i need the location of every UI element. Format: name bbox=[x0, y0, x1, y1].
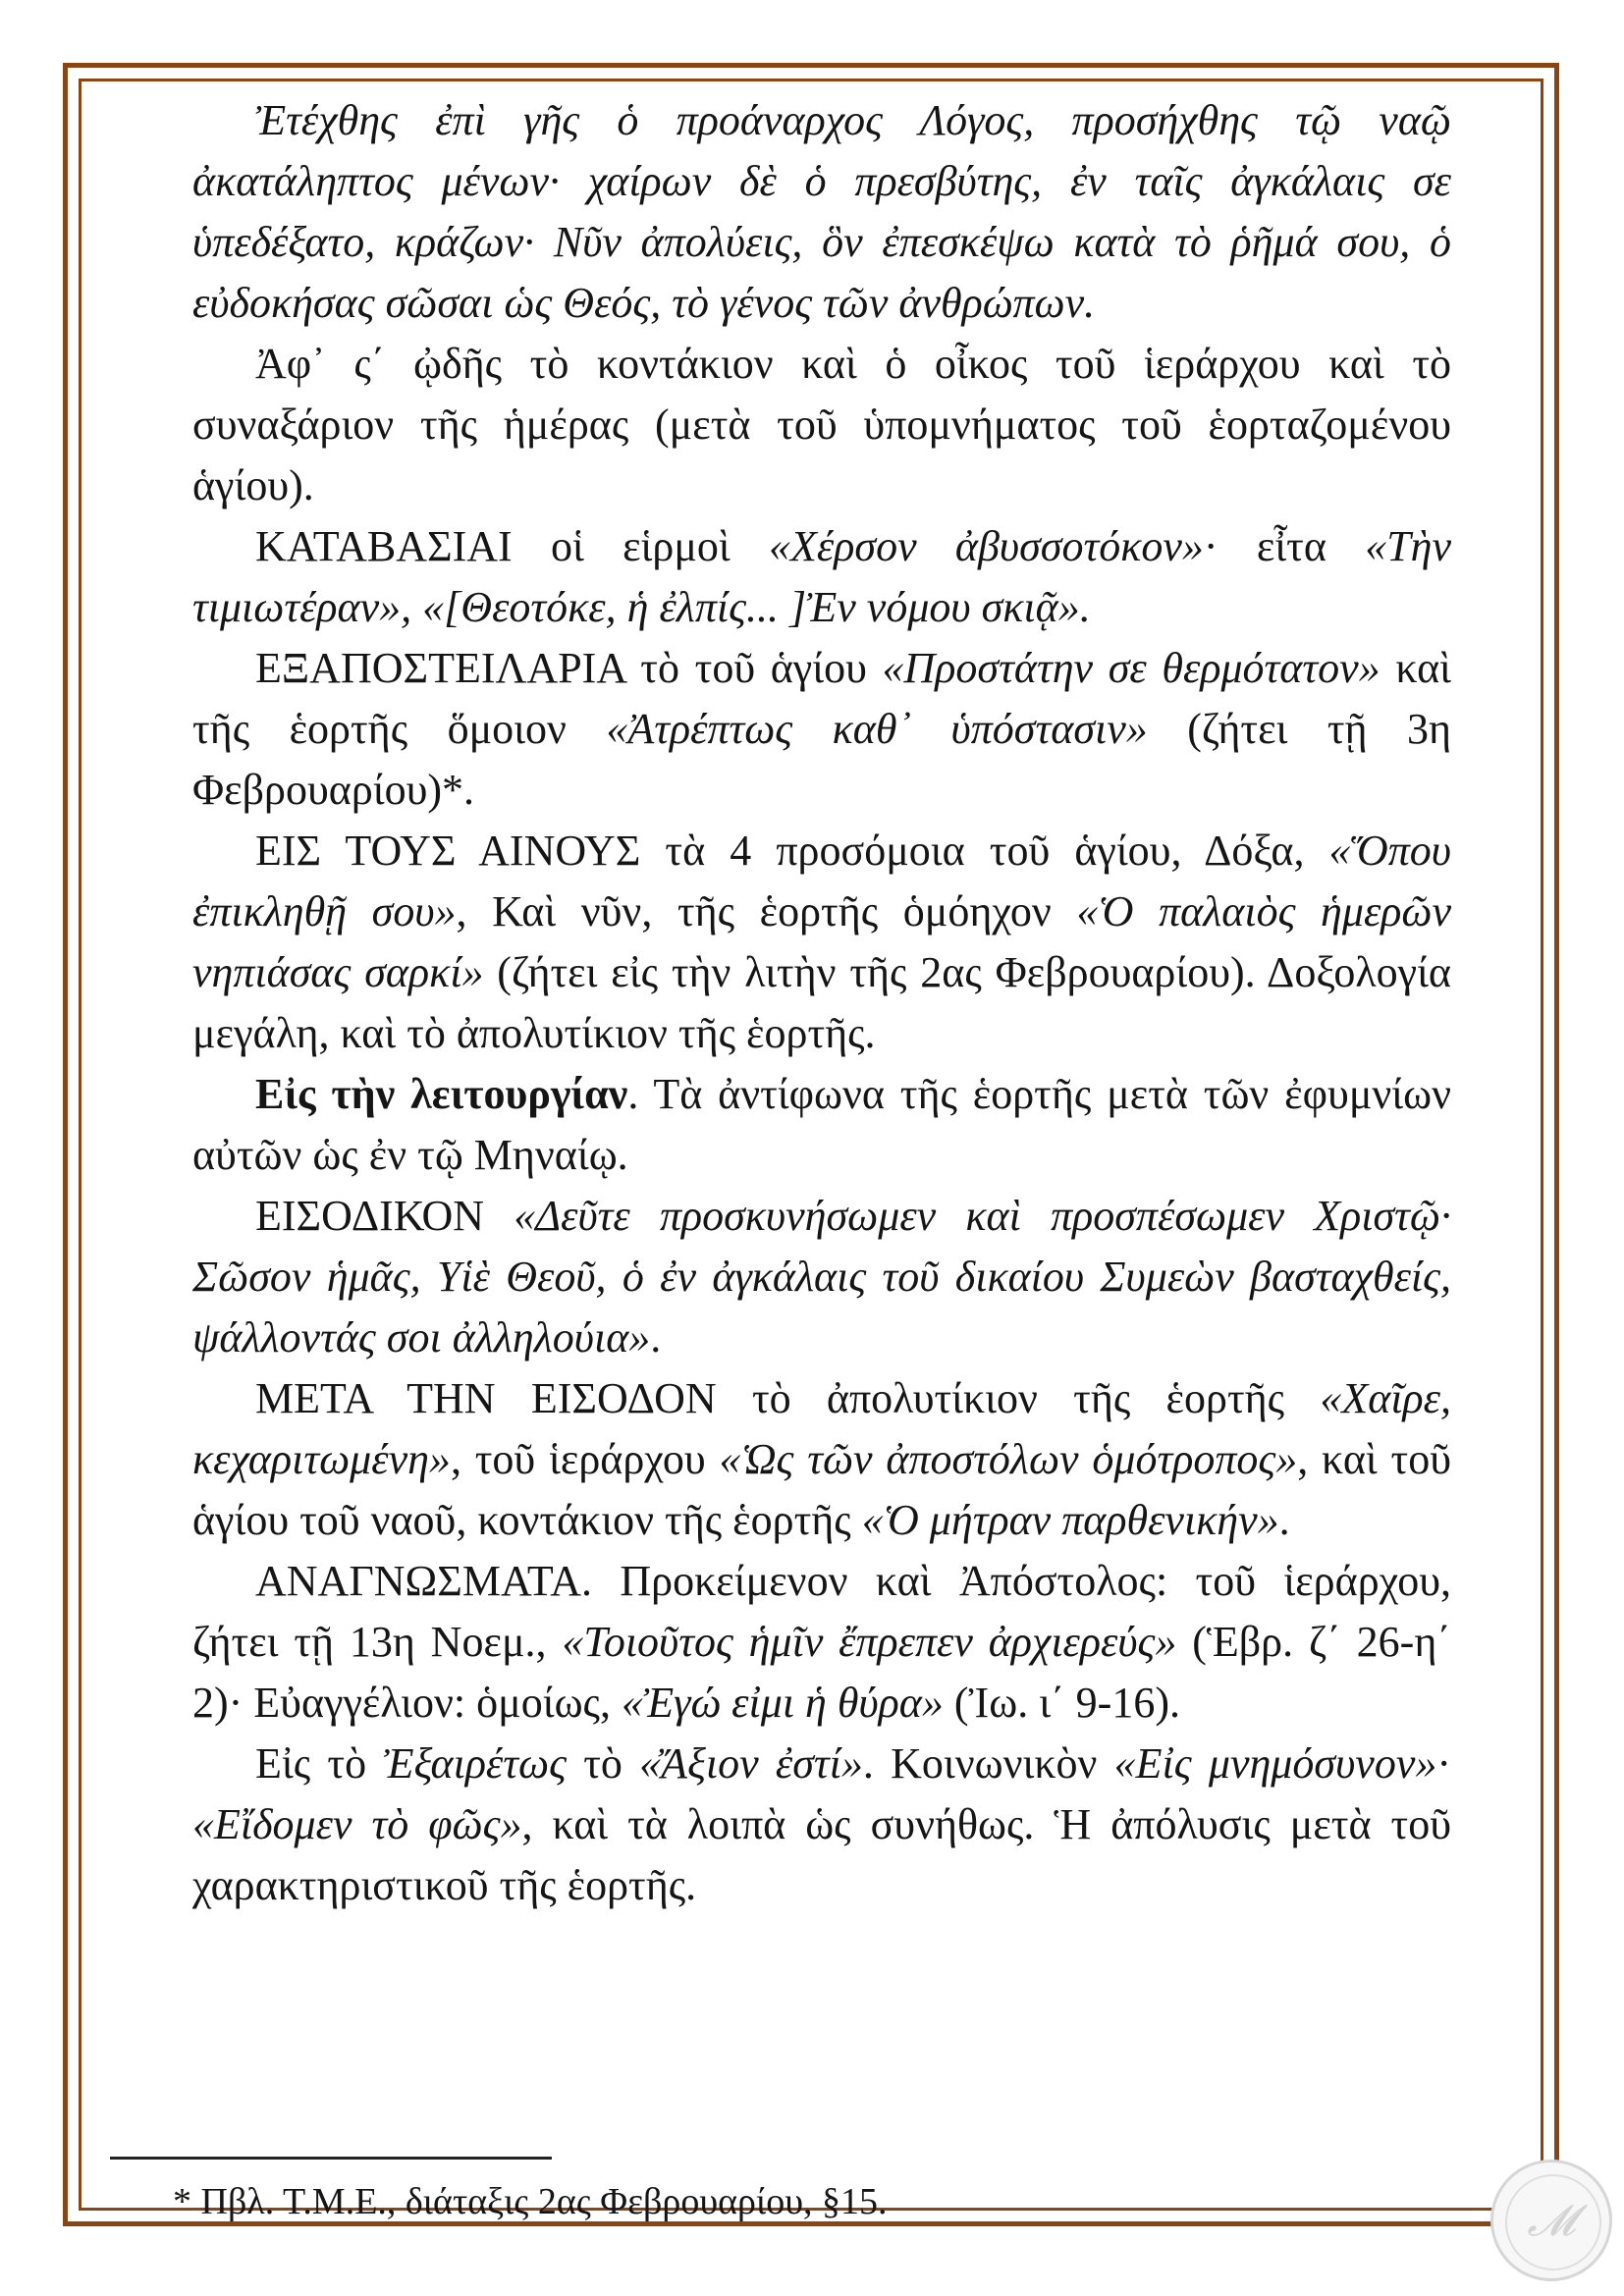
body-text: ΚΑΤΑΒΑΣΙΑΙ οἱ εἱρμοὶ bbox=[255, 522, 770, 570]
watermark-glyph: 𝓜 bbox=[1527, 2197, 1576, 2245]
paragraph bbox=[192, 334, 1451, 516]
body-text: (Ἑβρ. ζ΄ 26-η΄ 2)· Εὐαγγέλιον: ὁμοίως, bbox=[192, 1618, 1451, 1727]
body-text: . Τὰ ἀντίφωνα τῆς ἑορτῆς μετὰ τῶν ἐφυμνίων αὐτῶν ὡς ἐν τῷ Μηναίῳ. bbox=[192, 1070, 1452, 1179]
body-text: , καὶ τὰ λοιπὰ ὡς συνήθως. Ἡ ἀπόλυσις μετὰ τοῦ χαρακτηριστικοῦ τῆς ἑορτῆς. bbox=[192, 1800, 1451, 1909]
italic-quote-text: «Ἐγώ εἰμι ἡ θύρα» bbox=[621, 1679, 944, 1727]
italic-quote-text: «Τοιοῦτος ἡμῖν ἔπρεπεν ἀρχιερεύς» bbox=[562, 1618, 1177, 1666]
italic-quote-text: «Ἀτρέπτως καθ᾽ ὑπόστασιν» bbox=[606, 705, 1148, 753]
body-text: , Καὶ νῦν, τῆς ἑορτῆς ὁμόηχον bbox=[456, 887, 1077, 935]
body-text: · εἶτα bbox=[1203, 522, 1366, 570]
italic-quote-text: «Ὁ μήτραν παρθενικήν» bbox=[861, 1496, 1279, 1544]
paragraph bbox=[192, 1368, 1451, 1551]
body-text: ΜΕΤΑ ΤΗΝ ΕΙΣΟΔΟΝ τὸ ἀπολυτίκιον τῆς ἑορτῆς bbox=[255, 1374, 1321, 1422]
italic-quote-text: Ἐξαιρέτως bbox=[383, 1739, 567, 1788]
bold-heading-text: Εἰς τὴν λειτουργίαν bbox=[255, 1070, 628, 1118]
document-body bbox=[192, 90, 1451, 1916]
body-text: τὸ bbox=[566, 1739, 640, 1788]
body-text: ΕΙΣ ΤΟΥΣ ΑΙΝΟΥΣ τὰ 4 προσόμοια τοῦ ἁγίου, Δόξα, bbox=[255, 827, 1329, 875]
paragraph bbox=[192, 1734, 1451, 1916]
body-text: · bbox=[1436, 1739, 1451, 1788]
body-text: , καὶ τοῦ ἁγίου τοῦ ναοῦ, κοντάκιον τῆς ἑορτῆς bbox=[192, 1435, 1451, 1544]
italic-quote-text: «Χέρσον ἀβυσσοτόκον» bbox=[769, 522, 1204, 570]
body-text: Εἰς τὸ bbox=[255, 1739, 384, 1788]
italic-quote-text: «Ὅπου ἐπικληθῇ σου» bbox=[192, 827, 1451, 935]
italic-quote-text: Ἐτέχθης ἐπὶ γῆς ὁ προάναρχος Λόγος, προσήχθης τῷ ναῷ ἀκατάληπτος μένων· χαίρων δὲ ὁ πρεσβύτης, ἐν ταῖς ἀγκάλαις σε ὑπεδέξατο, κράζων· Νῦν ἀπολύεις, ὃν ἐπεσκέψω κατὰ τὸ ῥῆμά σου, ὁ εὐδοκήσας σῶσαι ὡς Θεός, τὸ γένος τῶν ἀνθρώπων. bbox=[192, 96, 1451, 327]
footnote-rule bbox=[110, 2157, 552, 2160]
body-text: . bbox=[650, 1313, 662, 1362]
italic-quote-text: «Χαῖρε, κεχαριτωμένη» bbox=[192, 1374, 1451, 1483]
body-text: καὶ τῆς ἑορτῆς ὅμοιον bbox=[192, 644, 1451, 753]
italic-quote-text: «Ὡς τῶν ἀποστόλων ὁμότροπος» bbox=[719, 1435, 1298, 1483]
paragraph bbox=[192, 516, 1451, 638]
paragraph bbox=[192, 821, 1451, 1064]
paragraph bbox=[192, 1551, 1451, 1734]
italic-quote-text: «Δεῦτε προσκυνήσωμεν καὶ προσπέσωμεν Χριστῷ· Σῶσον ἡμᾶς, Υἱὲ Θεοῦ, ὁ ἐν ἀγκάλαις τοῦ δικαίου Συμεὼν βασταχθείς, ψάλλοντάς σοι ἀλληλούια» bbox=[192, 1192, 1451, 1362]
watermark-stamp-icon bbox=[1490, 2160, 1612, 2281]
body-text: ΕΞΑΠΟΣΤΕΙΛΑΡΙΑ τὸ τοῦ ἁγίου bbox=[255, 644, 883, 692]
body-text: ΕΙΣΟΔΙΚΟΝ bbox=[255, 1192, 514, 1240]
body-text: . Κοινωνικὸν bbox=[862, 1739, 1114, 1788]
paragraph bbox=[192, 638, 1451, 821]
body-text: Ἀφ᾽ ς΄ ᾠδῆς τὸ κοντάκιον καὶ ὁ οἶκος τοῦ ἱεράρχου καὶ τὸ συναξάριον τῆς ἡμέρας (μετὰ τοῦ ὑπομνήματος τοῦ ἑορταζομένου ἁγίου). bbox=[192, 340, 1451, 509]
footnote: * Πβλ. Τ.Μ.Ε., διάταξις 2ας Φεβρουαρίου, §15. bbox=[173, 2181, 888, 2222]
paragraph bbox=[192, 1186, 1451, 1368]
paragraph bbox=[192, 1064, 1451, 1186]
body-text: (ζήτει εἰς τὴν λιτὴν τῆς 2ας Φεβρουαρίου). Δοξολογία μεγάλη, καὶ τὸ ἀπολυτίκιον τῆς ἑορτῆς. bbox=[192, 948, 1451, 1057]
italic-quote-text: «Εἰς μνημόσυνον» bbox=[1113, 1739, 1437, 1788]
italic-quote-text: «Προστάτην σε θερμότατον» bbox=[882, 644, 1380, 692]
italic-quote-text: «Ὁ παλαιὸς ἡμερῶν νηπιάσας σαρκί» bbox=[192, 887, 1451, 996]
body-text: ΑΝΑΓΝΩΣΜΑΤΑ. Προκείμενον καὶ Ἀπόστολος: τοῦ ἱεράρχου, ζήτει τῇ 13η Νοεμ., bbox=[192, 1557, 1451, 1666]
body-text: . bbox=[1278, 1496, 1290, 1544]
body-text: , τοῦ ἱεράρχου bbox=[450, 1435, 720, 1483]
italic-quote-text: «Τὴν τιμιωτέραν», «[Θεοτόκε, ἡ ἐλπίς... ]Ἐν νόμου σκιᾷ». bbox=[192, 522, 1452, 631]
italic-quote-text: «Εἴδομεν τὸ φῶς» bbox=[192, 1800, 522, 1848]
body-text: (Ἰω. ι΄ 9-16). bbox=[943, 1679, 1180, 1727]
italic-quote-text: «Ἄξιον ἐστί» bbox=[639, 1739, 863, 1788]
body-text: (ζήτει τῇ 3η Φεβρουαρίου)*. bbox=[192, 705, 1451, 814]
paragraph bbox=[192, 90, 1451, 334]
